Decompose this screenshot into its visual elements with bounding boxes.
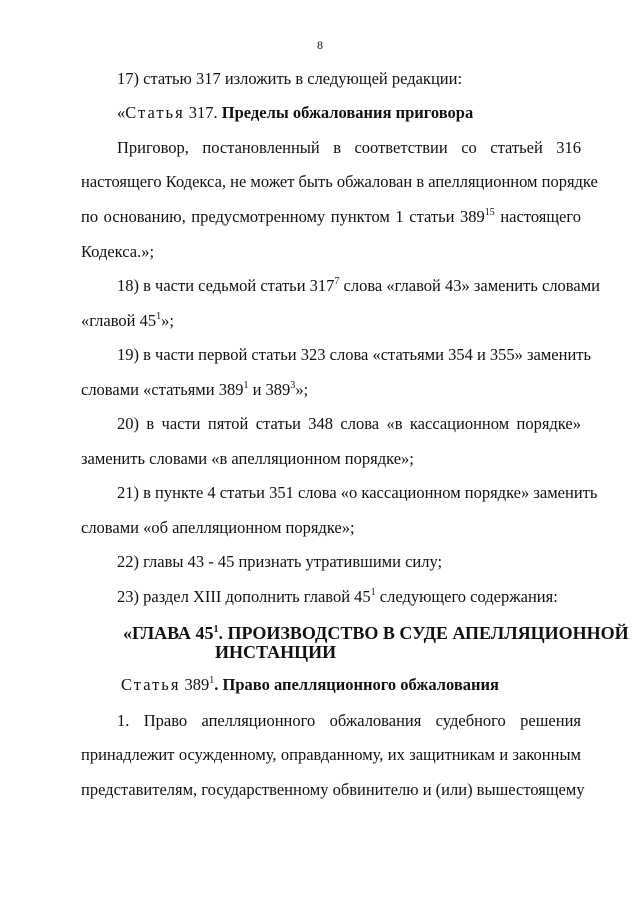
item-19-line-1: 19) в части первой статьи 323 слова «статьями 354 и 355» заменить (117, 345, 592, 364)
item-22: 22) главы 43 - 45 признать утратившими силу; (117, 552, 443, 571)
article-389-1-heading: Статья $389^1$. Право апелляционного обжалования (121, 675, 499, 694)
item-21-line-2: словами «об апелляционном порядке»; (81, 518, 355, 537)
item-23: 23) раздел XIII дополнить главой $45^1$ следующего содержания: (117, 587, 558, 606)
article-317-text-line-4: Кодекса.»; (81, 242, 155, 261)
paragraph-1-line-1: 1. Право апелляционного обжалования судебного решения (117, 711, 581, 730)
paragraph-1-line-3: представителям, государственному обвинителю и (или) вышестоящему (81, 780, 585, 799)
item-17: 17) статью 317 изложить в следующей редакции: (117, 69, 463, 88)
article-317-text-line-3: по основанию, предусмотренному пунктом 1 статьи $389^{15}$ настоящего (81, 207, 581, 226)
item-18-line-2: «главой $45^1$»; (81, 311, 174, 330)
article-317-text-line-1: Приговор, постановленный в соответствии со статьей 316 (117, 138, 581, 157)
item-19-line-2: словами «статьями $389^1$ и $389^3$»; (81, 380, 309, 399)
item-21-line-1: 21) в пункте 4 статьи 351 слова «о кассационном порядке» заменить (117, 483, 598, 502)
article-317-text-line-2: настоящего Кодекса, не может быть обжалован в апелляционном порядке (81, 172, 598, 191)
chapter-heading-line-2: ИНСТАНЦИИ (215, 642, 337, 662)
item-20-line-2: заменить словами «в апелляционном порядке»; (81, 449, 414, 468)
item-20-line-1: 20) в части пятой статьи 348 слова «в кассационном порядке» (117, 414, 581, 433)
item-18-line-1: 18) в части седьмой статьи $317^7$ слова «главой 43» заменить словами (117, 276, 600, 295)
article-317-heading: «Статья 317. Пределы обжалования приговора (117, 103, 474, 122)
chapter-heading-line-1: «ГЛАВА $45^1$. ПРОИЗВОДСТВО В СУДЕ АПЕЛЛЯЦИОННОЙ (123, 623, 629, 643)
paragraph-1-line-2: принадлежит осужденному, оправданному, их защитникам и законным (81, 745, 581, 764)
page-number: 8 (317, 38, 323, 52)
